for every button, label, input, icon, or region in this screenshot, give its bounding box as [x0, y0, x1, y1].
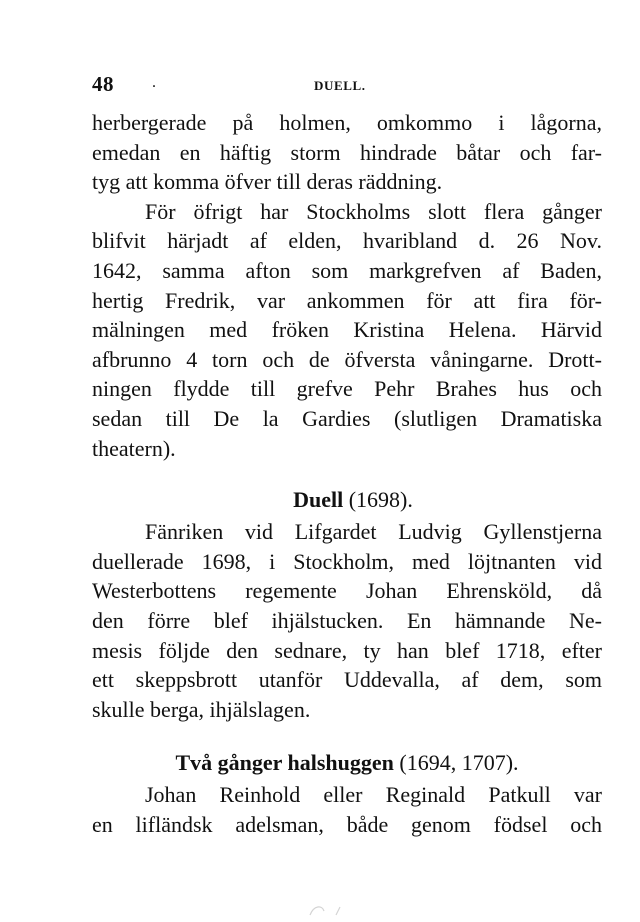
- text-line: tyg att komma öfver till deras räddning.: [92, 169, 443, 195]
- text-line: hertig Fredrik, var ankommen för att fira för-: [92, 287, 602, 313]
- text-line: Westerbottens regemente Johan Ehrensköld, då: [92, 578, 602, 604]
- running-title: DUELL.: [314, 78, 366, 93]
- section-heading-date: (1698).: [343, 487, 413, 513]
- text-line: sedan till De la Gardies (slutligen Dramatiska: [92, 405, 602, 431]
- section-heading-halshuggen: [92, 748, 602, 778]
- text-line: mälningen med fröken Kristina Helena. Härvid: [92, 317, 602, 343]
- text-line: Fänriken vid Lifgardet Ludvig Gyllenstjerna: [145, 519, 602, 545]
- patkull-paragraph: [92, 780, 602, 839]
- text-line: ett skeppsbrott utanför Uddevalla, af dem, som: [92, 667, 602, 693]
- duell-paragraph: [92, 517, 602, 724]
- watermark-glyph: [306, 903, 376, 917]
- section-heading-duell: [92, 485, 602, 515]
- fire-paragraph: [92, 197, 602, 463]
- running-head: [92, 72, 602, 106]
- text-line: Johan Reinhold eller Reginald Patkull var: [145, 782, 602, 808]
- text-line: ningen flydde till grefve Pehr Brahes hus och: [92, 376, 602, 402]
- faint-watermark: [306, 903, 376, 917]
- text-line: blifvit härjadt af elden, hvaribland d. 26 Nov.: [92, 228, 602, 254]
- text-line: skulle berga, ihjälslagen.: [92, 696, 311, 722]
- text-line: 1642, samma afton som markgrefven af Baden,: [92, 257, 602, 283]
- text-line: en lifländsk adelsman, både genom födsel och: [92, 811, 602, 837]
- intro-paragraph: [92, 108, 602, 197]
- text-line: För öfrigt har Stockholms slott flera gånger: [145, 198, 602, 224]
- text-line: afbrunno 4 torn och de öfversta våningarne. Drott-: [92, 346, 602, 372]
- text-line: herbergerade på holmen, omkommo i lågorna,: [92, 110, 602, 135]
- section-heading-bold: Två gånger halshuggen: [175, 750, 394, 776]
- section-heading-bold: Duell: [293, 487, 344, 513]
- section-heading-date: (1694, 1707).: [393, 750, 519, 776]
- text-line: den förre blef ihjälstucken. En hämnande Ne-: [92, 607, 602, 633]
- page-number: 48: [92, 72, 114, 96]
- text-line: emedan en häftig storm hindrade båtar och far-: [92, 139, 602, 165]
- book-page: [92, 72, 602, 839]
- text-line: duellerade 1698, i Stockholm, med löjtnanten vid: [92, 548, 602, 574]
- text-line: mesis följde den sednare, ty han blef 1718, efter: [92, 637, 602, 663]
- header-dot: .: [152, 74, 156, 91]
- text-line: theatern).: [92, 435, 176, 461]
